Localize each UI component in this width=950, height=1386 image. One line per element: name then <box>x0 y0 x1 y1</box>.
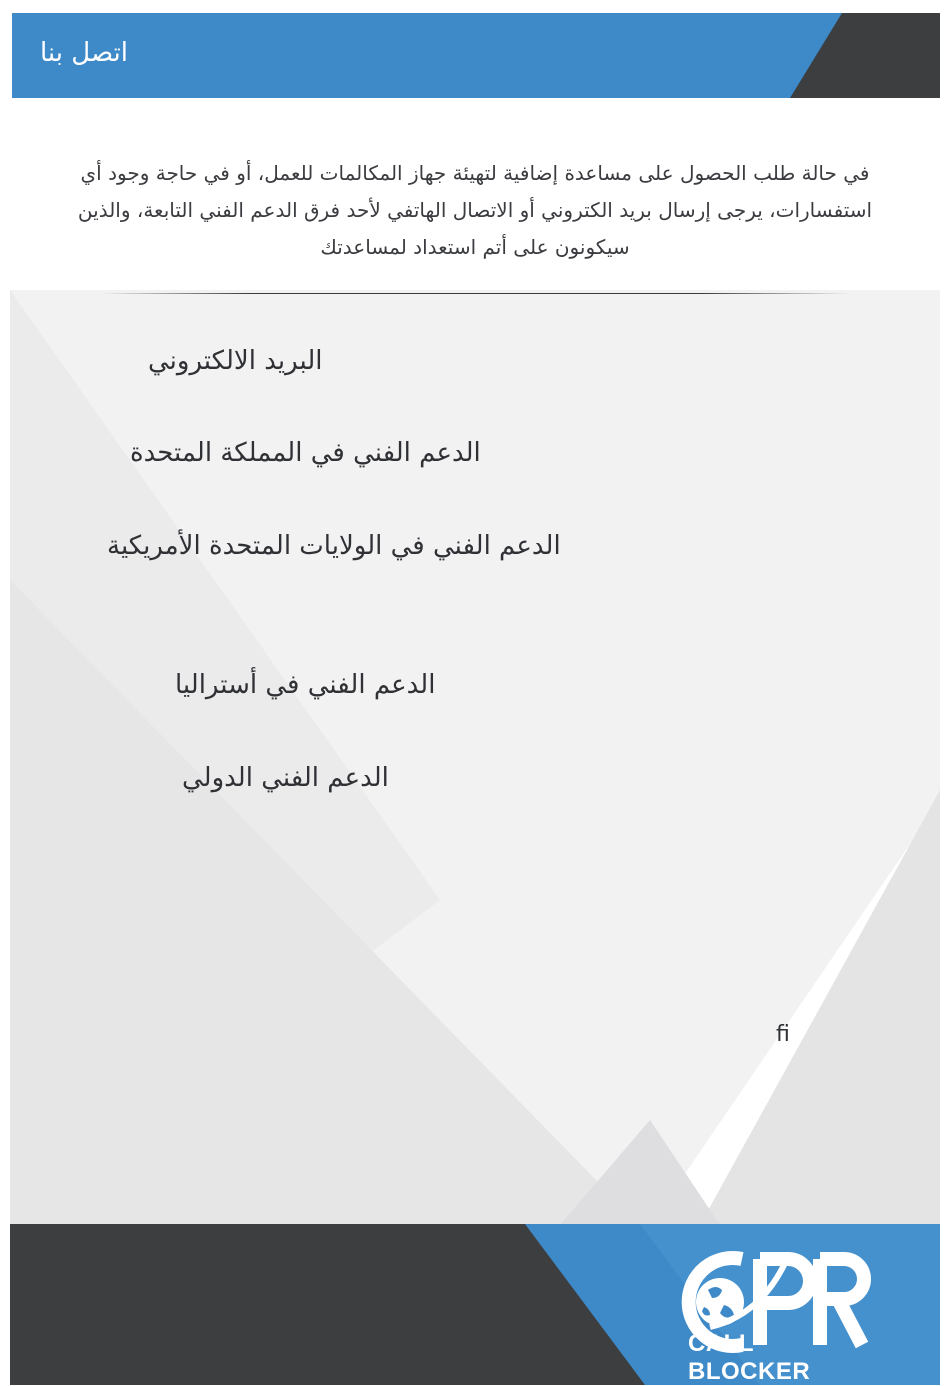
divider <box>100 293 850 294</box>
stray-glyph: ﬁ <box>776 1022 790 1047</box>
page-title: اتصل بنا <box>40 38 128 68</box>
contact-us-support-label: الدعم الفني في الولايات المتحدة الأمريكية <box>107 531 561 561</box>
contact-email-label: البريد الالكتروني <box>148 346 323 376</box>
intro-paragraph: في حالة طلب الحصول على مساعدة إضافية لتهيئة جهاز المكالمات للعمل، أو في حاجة وجود أي استفسارات، يرجى إرسال بريد الكتروني أو الاتصال الهاتفي لأحد فرق الدعم الفني التابعة، والذين سيكونون على أتم استعداد لمساعدتك <box>77 161 873 259</box>
header-bar <box>12 13 940 98</box>
contact-international-support-label: الدعم الفني الدولي <box>182 763 389 793</box>
logo-tagline: CALL BLOCKER <box>688 1330 811 1385</box>
contact-australia-support-label: الدعم الفني في أستراليا <box>175 670 436 700</box>
contact-uk-support-label: الدعم الفني في المملكة المتحدة <box>130 438 481 468</box>
